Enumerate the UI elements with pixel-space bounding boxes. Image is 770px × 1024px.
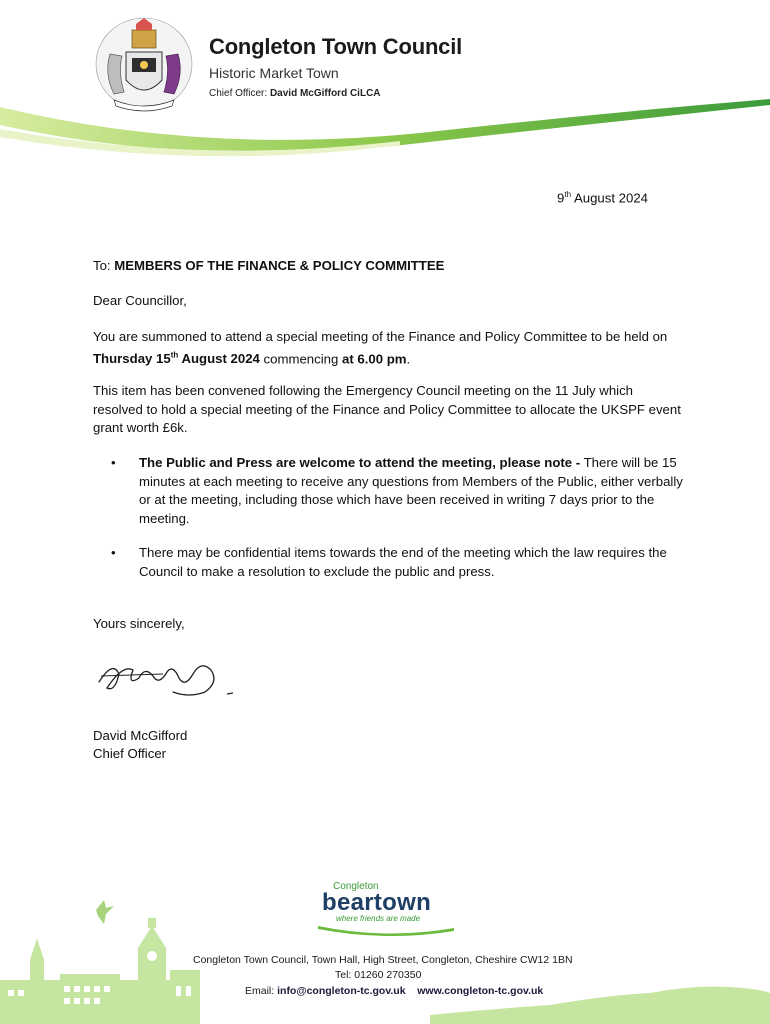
para1-text-b: commencing (263, 350, 339, 366)
council-name: Congleton Town Council (209, 34, 463, 59)
bullet-icon: • (111, 455, 116, 470)
signoff: Yours sincerely, (93, 616, 185, 631)
town-skyline (0, 890, 200, 1024)
bird-icon (96, 900, 114, 924)
date-suffix: th (564, 190, 572, 199)
footer-telephone: Tel: 01260 270350 (335, 969, 422, 981)
officer-label: Chief Officer: (209, 88, 268, 99)
hills-silhouette (430, 975, 770, 1024)
date-month-year: August 2024 (573, 190, 649, 206)
header-swoosh (0, 95, 770, 165)
bullet-text: There may be confidential items towards the end of the meeting which the law requires the Council to make a resolution to exclude the public and press. (139, 545, 667, 579)
bullet-bold-text: The Public and Press are welcome to attend the meeting, please note - (139, 455, 581, 470)
beartown-logo-small: Congleton (333, 881, 379, 892)
bullet-icon: • (111, 545, 116, 560)
signatory-title: Chief Officer (93, 746, 167, 761)
officer-name: David McGifford CiLCA (269, 88, 381, 99)
recipient-line (93, 257, 444, 276)
greeting: Dear Councillor, (93, 293, 187, 308)
signatory-name: David McGifford (93, 728, 188, 743)
bullet-text: There will be 15 minutes at each meeting to receive any questions from Members of the Public, either verbally or at the meeting, including those which have been received in writing 7 days prior to the meeting. (139, 455, 683, 526)
meeting-time: at 6.00 pm (341, 350, 407, 366)
letter-date (557, 186, 648, 208)
email-link[interactable]: info@congleton-tc.gov.uk (277, 985, 406, 997)
footer-address: Congleton Town Council, Town Hall, High Street, Congleton, Cheshire CW12 1BN (193, 954, 573, 966)
context-paragraph: This item has been convened following the Emergency Council meeting on the 11 July which resolved to hold a special meeting of the Finance and Policy Committee to allocate the UKSPF event grant worth £6k. (93, 383, 681, 435)
date-day: 9 (557, 190, 565, 206)
summons-paragraph: You are summoned to attend a special meeting of the Finance and Policy Committee to be held on Thursday 15th August 2024 commencing at 6.00 pm. (93, 329, 668, 366)
beartown-motto: where friends are made (336, 914, 421, 923)
council-tagline: Historic Market Town (209, 65, 339, 81)
email-label: Email: (245, 985, 275, 997)
meeting-day: Thursday 15th August 2024 (93, 350, 260, 366)
website-link[interactable]: www.congleton-tc.gov.uk (417, 985, 544, 997)
para1-text-a: You are summoned to attend a special meeting of the Finance and Policy Committee to be held on (93, 329, 668, 344)
beartown-logo: beartown (322, 889, 432, 916)
beartown-swoosh (316, 922, 456, 940)
to-label: To: (93, 258, 111, 273)
to-recipients: MEMBERS OF THE FINANCE & POLICY COMMITTEE (114, 258, 445, 273)
handwritten-signature (93, 652, 243, 700)
